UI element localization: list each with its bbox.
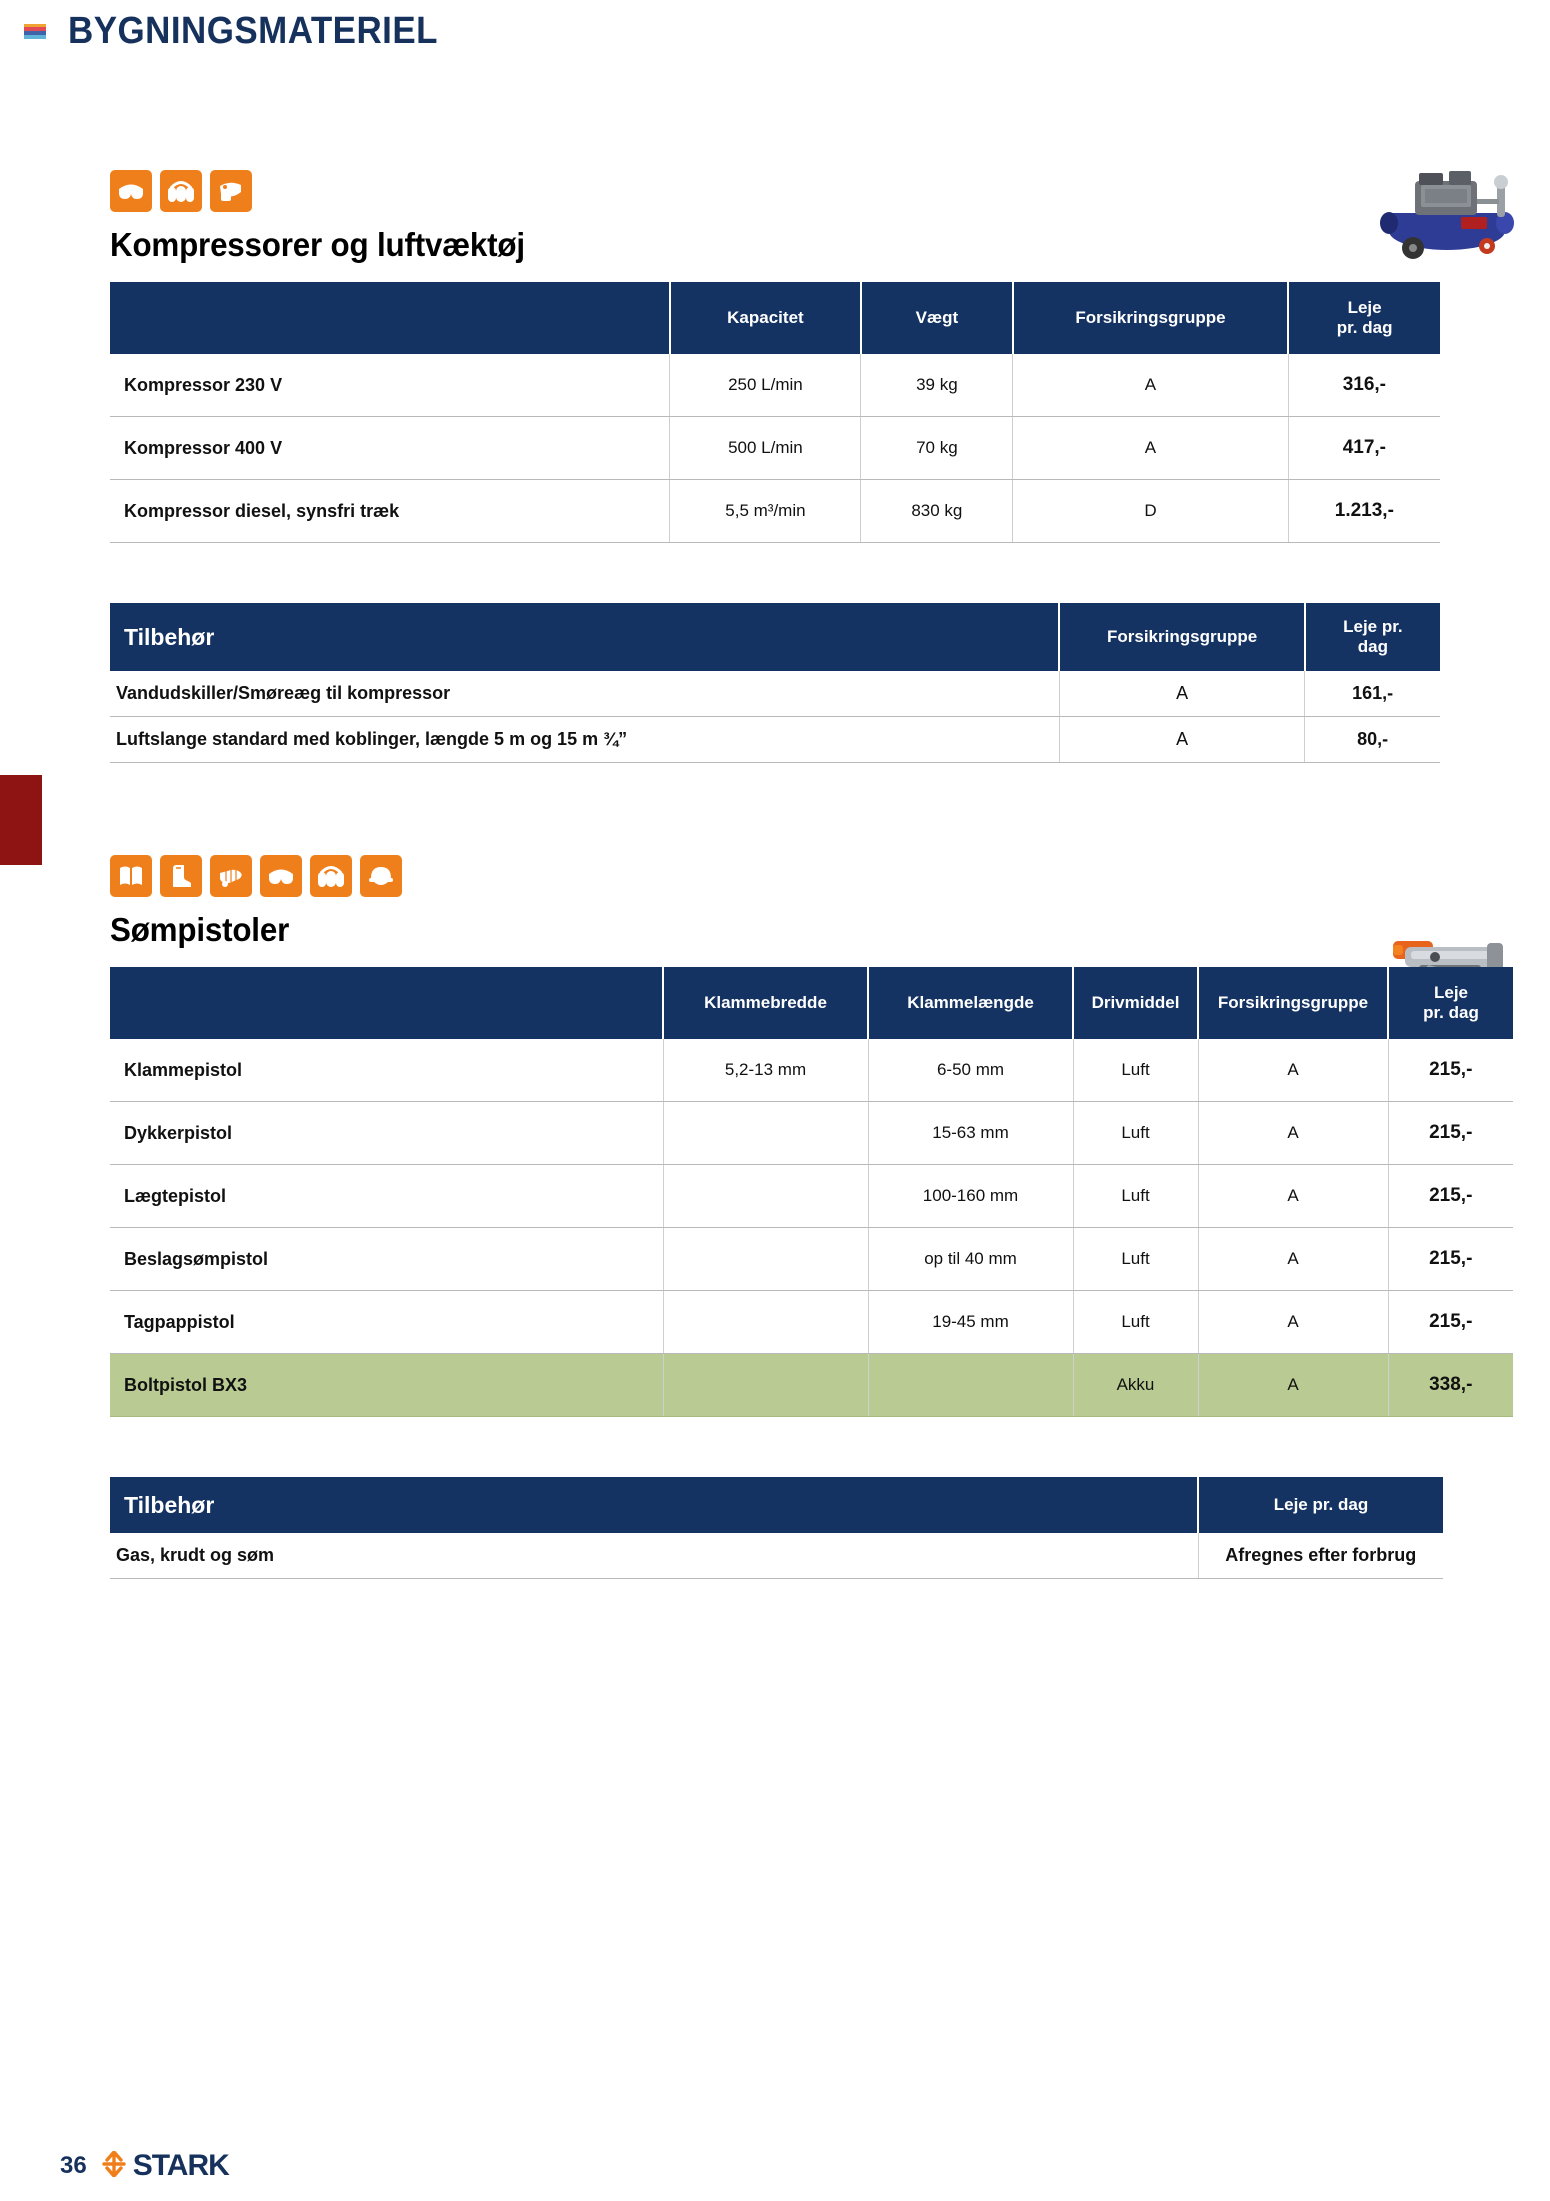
row-drivmiddel: Luft <box>1073 1228 1198 1291</box>
row-klammebredde <box>663 1354 868 1417</box>
row-gruppe: A <box>1198 1102 1388 1165</box>
safety-icon-row-sompistoler <box>110 855 1440 897</box>
row-name: Kompressor 230 V <box>110 354 670 417</box>
leje-line1: Leje <box>1433 983 1469 1002</box>
row-gruppe: D <box>1013 480 1288 543</box>
col-header-klammebredde: Klammebredde <box>663 967 868 1039</box>
safety-boot-icon <box>160 855 202 897</box>
col-header-blank <box>110 967 663 1039</box>
row-kapacitet: 500 L/min <box>670 417 861 480</box>
row-drivmiddel: Akku <box>1073 1354 1198 1417</box>
table-header <box>110 282 1440 354</box>
col-header-leje-pr-dag: Leje pr. dag <box>1198 1477 1443 1533</box>
row-gruppe: A <box>1198 1354 1388 1417</box>
table-row <box>110 354 1440 417</box>
row-pris: 215,- <box>1388 1228 1513 1291</box>
ear-protection-icon <box>160 170 202 212</box>
table-header <box>110 1477 1443 1533</box>
leje-line1: Leje <box>1347 298 1382 317</box>
row-pris: 1.213,- <box>1288 480 1440 543</box>
table-row <box>110 417 1440 480</box>
page-number: 36 <box>60 2152 87 2179</box>
brand-logo <box>101 2149 229 2183</box>
row-gruppe: A <box>1013 354 1288 417</box>
row-name: Gas, krudt og søm <box>110 1533 1198 1579</box>
row-name: Kompressor diesel, synsfri træk <box>110 480 670 543</box>
row-gruppe: A <box>1059 717 1304 763</box>
row-pris: 417,- <box>1288 417 1440 480</box>
table-row <box>110 480 1440 543</box>
row-pris: 338,- <box>1388 1354 1513 1417</box>
table-header <box>110 967 1513 1039</box>
accessories-title: Tilbehør <box>110 1477 1198 1533</box>
safety-icon-row-kompressorer <box>110 170 1440 212</box>
group-heading: Kompressorer og luftvæktøj <box>110 226 525 263</box>
kompressorer-accessories-table <box>110 603 1440 763</box>
col-header-forsikringsgruppe: Forsikringsgruppe <box>1013 282 1288 354</box>
row-klammelaengde: 15-63 mm <box>868 1102 1073 1165</box>
col-header-forsikringsgruppe: Forsikringsgruppe <box>1198 967 1388 1039</box>
safety-goggles-icon <box>110 170 152 212</box>
col-header-leje-pr-dag <box>1388 967 1513 1039</box>
col-header-vaegt: Vægt <box>861 282 1013 354</box>
row-klammebredde <box>663 1228 868 1291</box>
table-header-row <box>110 282 1440 354</box>
row-gruppe: A <box>1198 1165 1388 1228</box>
leje-line2: dag <box>1357 637 1388 656</box>
row-vaegt: 39 kg <box>861 354 1013 417</box>
row-pris: 215,- <box>1388 1291 1513 1354</box>
sompistoler-accessories-table <box>110 1477 1443 1579</box>
row-name: Lægtepistol <box>110 1165 663 1228</box>
kompressorer-table <box>110 282 1440 543</box>
row-drivmiddel: Luft <box>1073 1165 1198 1228</box>
table-body <box>110 671 1440 763</box>
row-name: Klammepistol <box>110 1039 663 1102</box>
row-name: Luftslange standard med koblinger, længde 5 m og 15 m ¾” <box>110 717 1059 763</box>
table-row <box>110 1165 1513 1228</box>
leje-line1: Leje pr. <box>1343 617 1403 636</box>
table-body <box>110 1533 1443 1579</box>
brand-name: STARK <box>132 2149 229 2182</box>
row-drivmiddel: Luft <box>1073 1102 1198 1165</box>
table-row <box>110 671 1440 717</box>
row-pris: 215,- <box>1388 1102 1513 1165</box>
table-row <box>110 1102 1513 1165</box>
row-drivmiddel: Luft <box>1073 1291 1198 1354</box>
safety-goggles-icon <box>260 855 302 897</box>
row-pris: 316,- <box>1288 354 1440 417</box>
row-klammelaengde: 19-45 mm <box>868 1291 1073 1354</box>
col-header-klammelaengde: Klammelængde <box>868 967 1073 1039</box>
safety-gloves-icon <box>210 855 252 897</box>
table-row-highlighted <box>110 1354 1513 1417</box>
row-klammebredde: 5,2-13 mm <box>663 1039 868 1102</box>
col-header-leje-pr-dag <box>1305 603 1440 671</box>
table-row <box>110 1291 1513 1354</box>
side-tab-marker <box>0 775 42 865</box>
accessories-title: Tilbehør <box>110 603 1059 671</box>
table-header <box>110 603 1440 671</box>
row-pris: 215,- <box>1388 1039 1513 1102</box>
page-footer <box>0 2131 1550 2201</box>
table-header-row <box>110 1477 1443 1533</box>
dust-mask-icon <box>210 170 252 212</box>
row-klammelaengde <box>868 1354 1073 1417</box>
row-name: Boltpistol BX3 <box>110 1354 663 1417</box>
table-row <box>110 1228 1513 1291</box>
leje-line2: pr. dag <box>1336 318 1393 337</box>
row-klammelaengde: op til 40 mm <box>868 1228 1073 1291</box>
row-klammelaengde: 100-160 mm <box>868 1165 1073 1228</box>
row-pris: 80,- <box>1305 717 1440 763</box>
table-row <box>110 1039 1513 1102</box>
leje-line2: pr. dag <box>1423 1003 1479 1022</box>
col-header-kapacitet: Kapacitet <box>670 282 861 354</box>
row-pris: 161,- <box>1305 671 1440 717</box>
table-body <box>110 1039 1513 1417</box>
row-klammebredde <box>663 1102 868 1165</box>
row-gruppe: A <box>1198 1039 1388 1102</box>
stark-star-icon <box>101 2151 127 2182</box>
row-name: Beslagsømpistol <box>110 1228 663 1291</box>
col-header-blank <box>110 282 670 354</box>
col-header-forsikringsgruppe: Forsikringsgruppe <box>1059 603 1304 671</box>
row-gruppe: A <box>1198 1228 1388 1291</box>
group-heading: Sømpistoler <box>110 911 290 948</box>
row-kapacitet: 250 L/min <box>670 354 861 417</box>
row-name: Dykkerpistol <box>110 1102 663 1165</box>
row-name: Tagpappistol <box>110 1291 663 1354</box>
col-header-leje-pr-dag <box>1288 282 1440 354</box>
group-sompistoler <box>110 855 1479 1579</box>
table-header-row <box>110 603 1440 671</box>
sompistoler-table <box>110 967 1513 1417</box>
row-pris: 215,- <box>1388 1165 1513 1228</box>
row-name: Kompressor 400 V <box>110 417 670 480</box>
row-name: Vandudskiller/Smøreæg til kompressor <box>110 671 1059 717</box>
row-pris: Afregnes efter forbrug <box>1198 1533 1443 1579</box>
table-row <box>110 717 1440 763</box>
row-klammelaengde: 6-50 mm <box>868 1039 1073 1102</box>
table-row <box>110 1533 1443 1579</box>
table-header-row <box>110 967 1513 1039</box>
group-kompressorer <box>110 170 1440 763</box>
ear-protection-icon <box>310 855 352 897</box>
row-gruppe: A <box>1059 671 1304 717</box>
row-gruppe: A <box>1198 1291 1388 1354</box>
row-klammebredde <box>663 1291 868 1354</box>
row-vaegt: 830 kg <box>861 480 1013 543</box>
col-header-drivmiddel: Drivmiddel <box>1073 967 1198 1039</box>
row-kapacitet: 5,5 m³/min <box>670 480 861 543</box>
row-vaegt: 70 kg <box>861 417 1013 480</box>
row-gruppe: A <box>1013 417 1288 480</box>
flag-icon <box>24 24 46 39</box>
table-body <box>110 354 1440 543</box>
page-content <box>110 0 1479 1579</box>
page-title: BYGNINGSMATERIEL <box>68 9 438 52</box>
row-drivmiddel: Luft <box>1073 1039 1198 1102</box>
hard-hat-icon <box>360 855 402 897</box>
manual-book-icon <box>110 855 152 897</box>
row-klammebredde <box>663 1165 868 1228</box>
